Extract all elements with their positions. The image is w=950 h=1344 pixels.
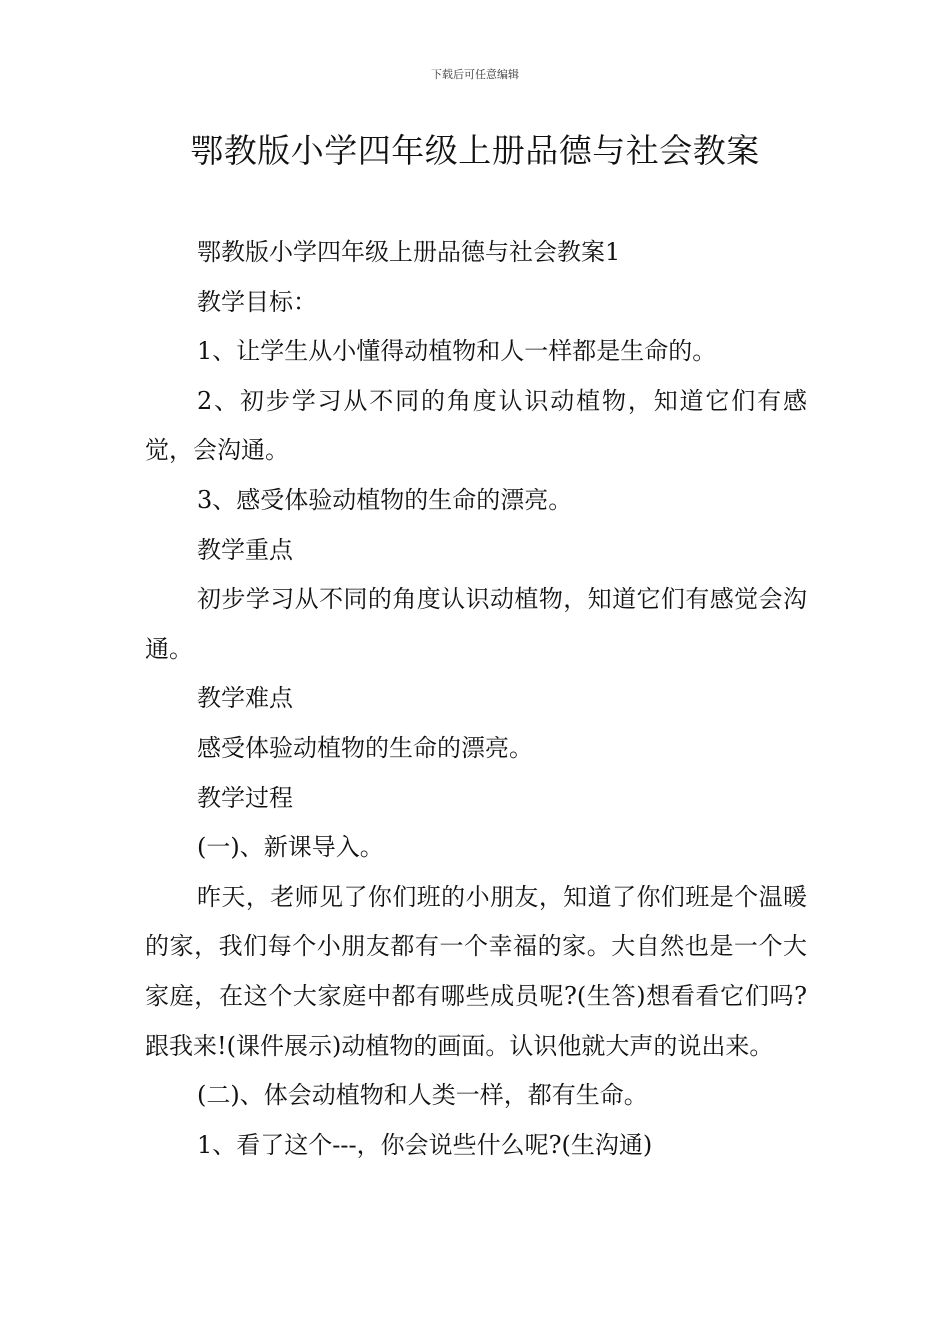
- objective-item: 3、感受体验动植物的生命的漂亮。: [197, 485, 573, 514]
- difficulties-heading: 教学难点: [197, 684, 293, 713]
- key-points-text: 初步学习从不同的角度认识动植物，知道它们有感觉会沟通。: [145, 585, 807, 663]
- process-step-heading: (二)、体会动植物和人类一样，都有生命。: [197, 1081, 648, 1110]
- process-step-heading: (一)、新课导入。: [197, 833, 384, 862]
- process-heading: 教学过程: [197, 783, 293, 812]
- document-body: [145, 228, 807, 1170]
- objectives-heading: 教学目标：: [197, 287, 317, 316]
- process-step-text: 1、看了这个---，你会说些什么呢?(生沟通): [197, 1130, 653, 1159]
- objective-item: 2、初步学习从不同的角度认识动植物，知道它们有感觉，会沟通。: [145, 386, 807, 465]
- process-step-text: 昨天，老师见了你们班的小朋友，知道了你们班是个温暖的家，我们每个小朋友都有一个幸福的家。大自然也是一个大家庭，在这个大家庭中都有哪些成员呢?(生答)想看看它们吗?跟我来!(课件展示)动植物的画面。认识他就大声的说出来。: [145, 882, 807, 1060]
- document-title: 鄂教版小学四年级上册品德与社会教案: [190, 131, 760, 170]
- key-points-heading: 教学重点: [197, 535, 293, 564]
- section-heading: 鄂教版小学四年级上册品德与社会教案1: [197, 238, 621, 266]
- header-note: 下载后可任意编辑: [431, 68, 519, 81]
- difficulties-text: 感受体验动植物的生命的漂亮。: [197, 733, 533, 762]
- objective-item: 1、让学生从小懂得动植物和人一样都是生命的。: [197, 337, 717, 366]
